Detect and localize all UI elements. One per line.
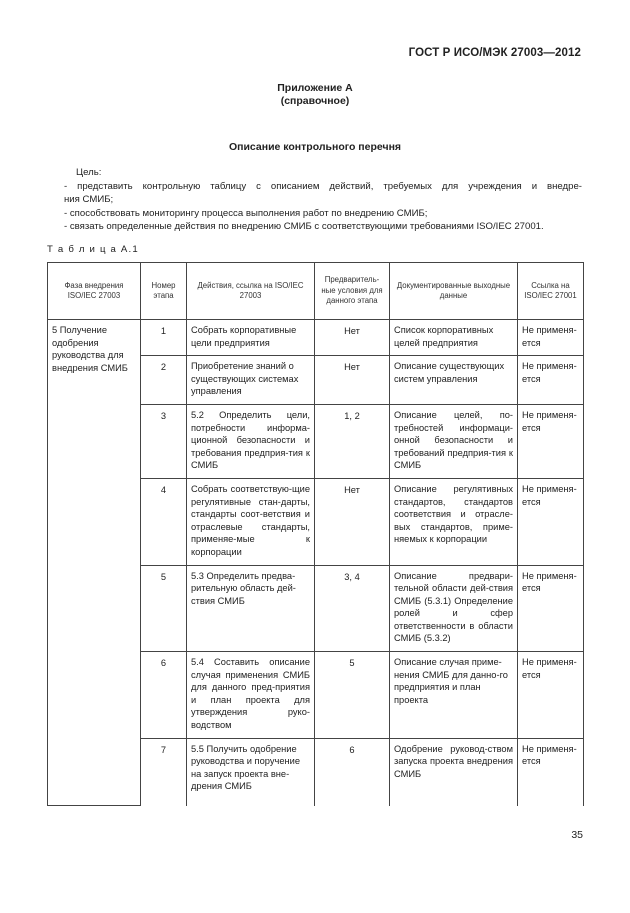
- step-cell: 7: [141, 738, 187, 806]
- precondition-cell: 1, 2: [315, 404, 390, 478]
- table-header-row: [48, 263, 584, 320]
- goal-item-1-line-2: ния СМИБ;: [64, 194, 114, 205]
- reference-cell: Не применя-ется: [518, 652, 584, 739]
- precondition-cell: Нет: [315, 320, 390, 356]
- table-label: Т а б л и ц а А.1: [47, 244, 139, 255]
- precondition-cell: Нет: [315, 356, 390, 405]
- intro-text: [64, 166, 582, 234]
- document-code: ГОСТ Р ИСО/МЭК 27003—2012: [408, 47, 581, 59]
- action-cell: Собрать корпоративные цели предприятия: [187, 320, 315, 356]
- output-cell: Описание существующих систем управления: [390, 356, 518, 405]
- goal-item-1-line-1: - представить контрольную таблицу с описанием действий, требуемых для учреждения и внедре-: [64, 180, 582, 192]
- header-output: Документированные выходные данные: [390, 263, 518, 320]
- annex-heading: [0, 82, 630, 108]
- annex-subtitle: (справочное): [280, 95, 350, 107]
- header-step: Номер этапа: [141, 263, 187, 320]
- action-cell: 5.4 Составить описание случая применения СМИБ для данного пред-приятия и план проекта для утверждения руко-водством: [187, 652, 315, 739]
- output-cell: Описание предвари-тельной области дей-ствия СМИБ (5.3.1) Определение ролей и сфер ответственности в области СМИБ (5.3.2): [390, 565, 518, 652]
- reference-cell: Не применя-ется: [518, 738, 584, 806]
- reference-cell: Не применя-ется: [518, 565, 584, 652]
- action-cell: Приобретение знаний о существующих системах управления: [187, 356, 315, 405]
- step-cell: 1: [141, 320, 187, 356]
- header-phase: Фаза внедрения ISO/IEC 27003: [48, 263, 141, 320]
- output-cell: Список корпоративных целей предприятия: [390, 320, 518, 356]
- output-cell: Описание целей, по-требностей информаци-онной безопасности и требований предприя-тия к СМИБ: [390, 404, 518, 478]
- step-cell: 4: [141, 478, 187, 565]
- page-number: 35: [571, 829, 583, 841]
- step-cell: 2: [141, 356, 187, 405]
- precondition-cell: 3, 4: [315, 565, 390, 652]
- reference-cell: Не применя-ется: [518, 356, 584, 405]
- section-title: Описание контрольного перечня: [228, 141, 402, 153]
- output-cell: Описание регулятивных стандартов, стандартов соответствия и отрасле-вых стандартов, приме-няемых к корпорации: [390, 478, 518, 565]
- checklist-table: [47, 262, 584, 806]
- output-cell: Описание случая приме-нения СМИБ для данно-го предприятия и план проекта: [390, 652, 518, 739]
- table-row: [48, 320, 584, 356]
- header-precondition: Предваритель-ные условия для данного этапа: [315, 263, 390, 320]
- header-reference: Ссылка на ISO/IEC 27001: [518, 263, 584, 320]
- reference-cell: Не применя-ется: [518, 478, 584, 565]
- goal-label: Цель:: [76, 167, 102, 178]
- action-cell: Собрать соответствую-щие регулятивные стан-дарты, стандарты соот-ветствия и отраслевые стандарты, применяе-мые к корпорации: [187, 478, 315, 565]
- step-cell: 3: [141, 404, 187, 478]
- step-cell: 5: [141, 565, 187, 652]
- precondition-cell: Нет: [315, 478, 390, 565]
- reference-cell: Не применя-ется: [518, 404, 584, 478]
- precondition-cell: 6: [315, 738, 390, 806]
- action-cell: 5.3 Определить предва-рительную область дей-ствия СМИБ: [187, 565, 315, 652]
- action-cell: 5.5 Получить одобрение руководства и поручение на запуск проекта вне-дрения СМИБ: [187, 738, 315, 806]
- annex-title: Приложение А: [277, 82, 353, 94]
- action-cell: 5.2 Определить цели, потребности информа-ционной безопасности и требования предприя-тия к СМИБ: [187, 404, 315, 478]
- header-action: Действия, ссылка на ISO/IEC 27003: [187, 263, 315, 320]
- precondition-cell: 5: [315, 652, 390, 739]
- output-cell: Одобрение руковод-ством запуска проекта внедрения СМИБ: [390, 738, 518, 806]
- phase-cell: 5 Получение одобрения руководства для внедрения СМИБ: [48, 320, 141, 806]
- goal-item-3: - связать определенные действия по внедрению СМИБ с соответствующими требованиями ISO/IEC 27001.: [64, 221, 544, 232]
- reference-cell: Не применя-ется: [518, 320, 584, 356]
- goal-item-2: - способствовать мониторингу процесса выполнения работ по внедрению СМИБ;: [64, 207, 428, 219]
- step-cell: 6: [141, 652, 187, 739]
